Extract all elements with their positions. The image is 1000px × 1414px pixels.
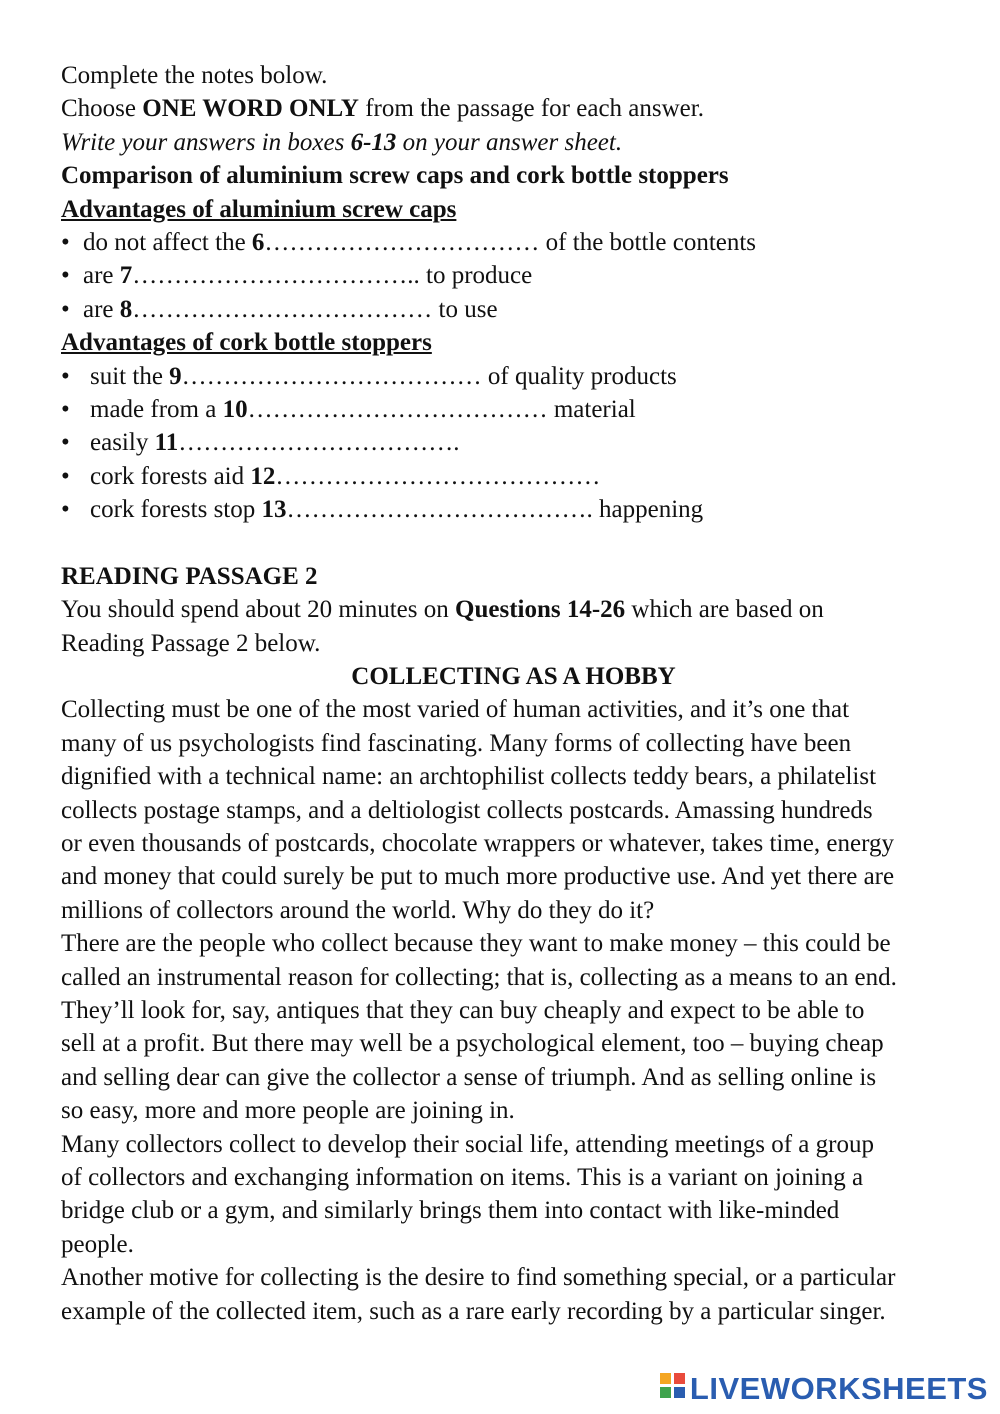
answer-blank[interactable]: ………………………………: [181, 362, 482, 390]
question-number: 13: [261, 496, 287, 524]
instruction-text: Choose: [61, 95, 143, 123]
passage-title: COLLECTING AS A HOBBY: [351, 662, 676, 690]
instruction-emphasis: ONE WORD ONLY: [142, 95, 359, 123]
question-number: 11: [154, 429, 179, 457]
intro-emphasis: Questions 14-26: [455, 596, 626, 624]
bullet-icon: •: [61, 496, 70, 524]
bullet-icon: •: [61, 262, 70, 290]
passage-line: sell at a profit. But there may well be a psychological element, too – buying cheap: [61, 1030, 884, 1058]
question-number: 7: [119, 262, 133, 290]
note-text: material: [547, 396, 636, 424]
passage-line: called an instrumental reason for collecting; that is, collecting as a means to an end.: [61, 963, 897, 991]
passage-line: or even thousands of postcards, chocolate wrappers or whatever, takes time, energy: [61, 829, 894, 857]
answer-blank[interactable]: ……………………………: [264, 229, 540, 257]
bullet-icon: •: [61, 462, 70, 490]
passage-line: Many collectors collect to develop their social life, attending meetings of a group: [61, 1130, 874, 1158]
instruction-line-2: [61, 92, 966, 125]
note-item-13: [61, 493, 966, 526]
note-text: do not affect the: [83, 229, 252, 257]
instruction-emphasis: 6-13: [350, 128, 397, 156]
bullet-icon: •: [61, 229, 70, 257]
note-text: cork forests stop: [90, 496, 262, 524]
question-number: 10: [222, 396, 248, 424]
instruction-line-3: [61, 126, 966, 159]
answer-blank[interactable]: ………………………………: [247, 396, 548, 424]
note-text: are: [83, 262, 120, 290]
liveworksheets-logo-icon: [660, 1372, 686, 1405]
passage-line: collects postage stamps, and a deltiologist collects postcards. Amassing hundreds: [61, 796, 873, 824]
bullet-icon: •: [61, 295, 70, 323]
liveworksheets-logo: [660, 1372, 988, 1405]
intro-text: which are based on: [625, 596, 824, 624]
logo-text: LIVEWORKSHEETS: [689, 1371, 988, 1406]
answer-blank[interactable]: …………………………………: [275, 462, 601, 490]
question-number: 8: [119, 295, 133, 323]
note-text: happening: [592, 496, 704, 524]
passage-intro-line-2: Reading Passage 2 below.: [61, 629, 321, 657]
note-text: to produce: [419, 262, 533, 290]
section2-heading: Advantages of cork bottle stoppers: [61, 329, 432, 357]
passage-line: millions of collectors around the world. Why do they do it?: [61, 896, 655, 924]
question-number: 9: [169, 362, 182, 390]
passage-line: people.: [61, 1230, 134, 1258]
question-number: 12: [250, 462, 276, 490]
note-text: cork forests aid: [90, 462, 251, 490]
passage-line: Collecting must be one of the most varied of human activities, and it’s one that: [61, 696, 850, 724]
passage-intro-line-1: [61, 593, 966, 626]
instruction-line-1: Complete the notes bolow.: [61, 62, 328, 89]
note-text: suit the: [90, 362, 170, 390]
passage-line: of collectors and exchanging information on items. This is a variant on joining a: [61, 1164, 864, 1191]
note-item-7: [61, 259, 966, 292]
bullet-icon: •: [61, 396, 70, 424]
note-text: of quality products: [481, 362, 677, 390]
passage-line: and money that could surely be put to much more productive use. And yet there are: [61, 863, 895, 891]
section1-heading: Advantages of aluminium screw caps: [61, 195, 457, 223]
note-item-6: [61, 226, 966, 259]
passage-line: example of the collected item, such as a rare early recording by a particular singer.: [61, 1297, 886, 1325]
passage-line: so easy, more and more people are joining in.: [61, 1097, 515, 1125]
instruction-text: Write your answers in boxes: [61, 128, 351, 156]
passage-line: many of us psychologists find fascinating. Many forms of collecting have been: [61, 729, 852, 757]
intro-text: You should spend about 20 minutes on: [61, 596, 456, 624]
bullet-icon: •: [61, 362, 70, 390]
note-item-12: [61, 460, 966, 493]
passage-line: Another motive for collecting is the desire to find something special, or a particular: [61, 1264, 896, 1292]
answer-blank[interactable]: ……………………………….: [286, 496, 593, 524]
note-text: to use: [432, 295, 498, 323]
note-item-9: [61, 360, 966, 393]
answer-blank[interactable]: ……………………………..: [132, 262, 420, 290]
section-spacer: [61, 527, 966, 560]
passage-line: and selling dear can give the collector a sense of triumph. And as selling online is: [61, 1063, 877, 1091]
instruction-text: from the passage for each answer.: [358, 95, 704, 123]
passage-line: They’ll look for, say, antiques that they can buy cheaply and expect to be able to: [61, 996, 865, 1024]
note-item-10: [61, 393, 966, 426]
answer-blank[interactable]: ………………………………: [132, 295, 433, 323]
passage-line: bridge club or a gym, and similarly brings them into contact with like-minded: [61, 1197, 840, 1225]
notes-title: Comparison of aluminium screw caps and cork bottle stoppers: [61, 162, 729, 190]
question-number: 6: [251, 229, 265, 257]
note-text: made from a: [90, 396, 223, 424]
passage-line: There are the people who collect because they want to make money – this could be: [61, 930, 891, 958]
worksheet-page: [61, 59, 966, 1328]
answer-blank[interactable]: …………………………….: [178, 429, 460, 457]
instruction-text: on your answer sheet.: [396, 128, 623, 156]
passage-line: dignified with a technical name: an archtophilist collects teddy bears, a philatelist: [61, 763, 877, 791]
note-text: of the bottle contents: [539, 229, 757, 257]
note-text: easily: [90, 429, 155, 457]
bullet-icon: •: [61, 429, 70, 457]
passage-heading: READING PASSAGE 2: [61, 562, 318, 590]
note-item-11: [61, 426, 966, 459]
note-text: are: [83, 295, 120, 323]
note-item-8: [61, 293, 966, 326]
